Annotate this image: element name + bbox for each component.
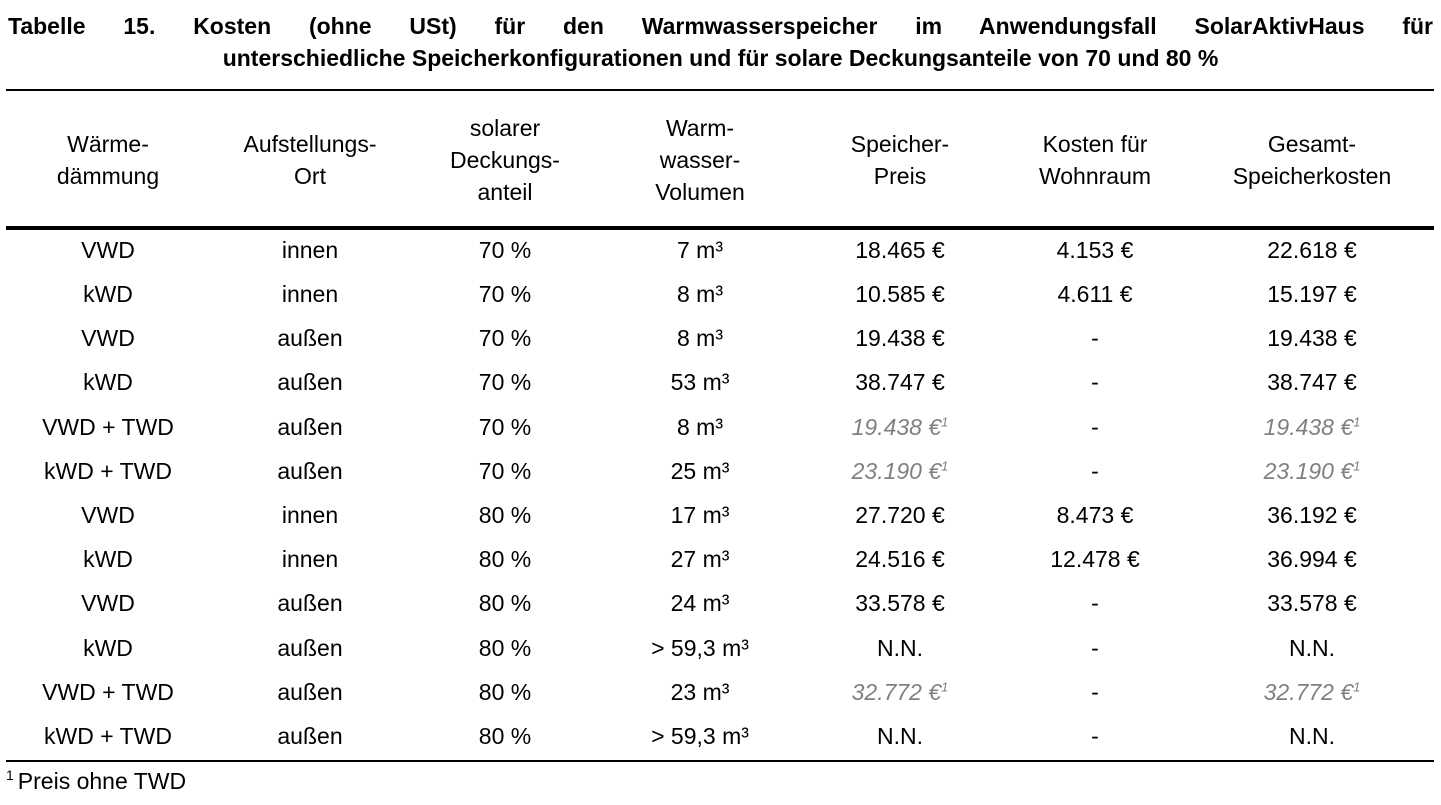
- cell-value: außen: [277, 369, 343, 396]
- cell-aufstellungsort: [210, 493, 410, 537]
- cell-value: N.N.: [877, 722, 923, 749]
- cell-speicherpreis: [800, 316, 1000, 360]
- cell-waermedaemmung: [6, 493, 210, 537]
- cell-speicherpreis: [800, 405, 1000, 449]
- cell-value: 23.190 €: [1263, 457, 1354, 484]
- cell-value: VWD: [81, 590, 135, 617]
- table-row: [6, 449, 1434, 493]
- column-header-gesamtkosten: Gesamt- Speicherkosten: [1232, 131, 1392, 189]
- cell-value: 80 %: [478, 678, 532, 705]
- cell-value: kWD + TWD: [44, 722, 172, 749]
- cell-wohnraumkosten: [1000, 537, 1190, 581]
- cell-value: 53 m³: [670, 369, 730, 396]
- cell-value: VWD: [81, 237, 135, 263]
- cell-value: -: [1091, 457, 1099, 484]
- table-caption: [8, 10, 1433, 74]
- cell-deckungsanteil: [410, 360, 600, 404]
- cell-aufstellungsort: [210, 670, 410, 714]
- cell-value: außen: [277, 634, 343, 661]
- cell-value: 19.438 €: [855, 325, 945, 352]
- cell-aufstellungsort: [210, 272, 410, 316]
- cell-aufstellungsort: [210, 222, 410, 272]
- cell-value: 80 %: [478, 590, 532, 617]
- cell-value: 80 %: [478, 722, 532, 749]
- table-row: [6, 405, 1434, 449]
- cell-value: 15.197 €: [1267, 281, 1357, 308]
- column-header-aufstellungsort: Aufstellungs- Ort: [243, 131, 377, 189]
- cell-value: 19.438 €: [1263, 413, 1354, 440]
- column-header-volumen: Warm- wasser- Volumen: [655, 115, 745, 205]
- cell-value: 32.772 €: [851, 678, 942, 705]
- cell-deckungsanteil: [410, 537, 600, 581]
- cell-value: 70 %: [478, 413, 532, 440]
- table-bottom-rule: [6, 760, 1434, 762]
- cell-speicherpreis: [800, 449, 1000, 493]
- cell-deckungsanteil: [410, 316, 600, 360]
- cell-value: N.N.: [1289, 634, 1335, 661]
- cell-value: 7 m³: [677, 237, 723, 263]
- cell-value: 10.585 €: [855, 281, 945, 308]
- cell-value: 70 %: [478, 281, 532, 308]
- cell-aufstellungsort: [210, 626, 410, 670]
- cell-value: innen: [281, 237, 339, 263]
- cell-aufstellungsort: [210, 537, 410, 581]
- cell-gesamtkosten: [1190, 670, 1434, 714]
- cell-value: kWD: [83, 369, 133, 396]
- cell-value: innen: [281, 281, 339, 308]
- cell-value: VWD + TWD: [42, 413, 174, 440]
- cell-value: 23 m³: [670, 678, 730, 705]
- cell-value: 12.478 €: [1050, 546, 1140, 573]
- cell-value: 80 %: [478, 502, 532, 529]
- cell-wohnraumkosten: [1000, 493, 1190, 537]
- cell-value: 33.578 €: [1267, 590, 1357, 617]
- cell-waermedaemmung: [6, 714, 210, 758]
- cell-deckungsanteil: [410, 581, 600, 625]
- cell-value: 17 m³: [670, 502, 730, 529]
- cell-deckungsanteil: [410, 222, 600, 272]
- cell-volumen: [600, 449, 800, 493]
- cell-value: 70 %: [478, 457, 532, 484]
- cell-aufstellungsort: [210, 316, 410, 360]
- cell-value: > 59,3 m³: [651, 634, 749, 661]
- cell-value: 36.192 €: [1267, 502, 1357, 529]
- cell-wohnraumkosten: [1000, 360, 1190, 404]
- cell-value: -: [1091, 678, 1099, 705]
- cell-value: N.N.: [1289, 722, 1335, 749]
- table-body: [6, 222, 1434, 758]
- cell-aufstellungsort: [210, 714, 410, 758]
- cell-value: -: [1091, 325, 1099, 352]
- footnote: [6, 766, 186, 796]
- caption-line-2: unterschiedliche Speicherkonfigurationen und für solare Deckungsanteile von 70 und 80 %: [222, 45, 1219, 71]
- cell-value: VWD + TWD: [42, 678, 174, 705]
- cell-wohnraumkosten: [1000, 272, 1190, 316]
- cell-value: 38.747 €: [855, 369, 945, 396]
- cell-value: 4.153 €: [1056, 237, 1134, 263]
- cell-value: 19.438 €: [1267, 325, 1357, 352]
- cell-value: 27.720 €: [855, 502, 945, 529]
- table-row: [6, 670, 1434, 714]
- footnote-ref: 1: [941, 414, 949, 429]
- cell-value: 4.611 €: [1057, 281, 1133, 308]
- cell-aufstellungsort: [210, 449, 410, 493]
- cell-gesamtkosten: [1190, 222, 1434, 272]
- cell-volumen: [600, 670, 800, 714]
- cell-aufstellungsort: [210, 360, 410, 404]
- cell-value: 24 m³: [670, 590, 730, 617]
- cell-value: 8 m³: [677, 325, 723, 352]
- cell-volumen: [600, 537, 800, 581]
- cell-value: außen: [277, 678, 343, 705]
- cell-wohnraumkosten: [1000, 222, 1190, 272]
- cell-value: 36.994 €: [1267, 546, 1357, 573]
- table-row: [6, 714, 1434, 758]
- cell-value: -: [1091, 590, 1099, 617]
- cell-value: 70 %: [478, 325, 532, 352]
- cell-speicherpreis: [800, 670, 1000, 714]
- cell-value: innen: [281, 502, 339, 529]
- cell-deckungsanteil: [410, 272, 600, 316]
- cell-speicherpreis: [800, 714, 1000, 758]
- cell-wohnraumkosten: [1000, 449, 1190, 493]
- cell-gesamtkosten: [1190, 405, 1434, 449]
- cell-wohnraumkosten: [1000, 714, 1190, 758]
- cell-deckungsanteil: [410, 405, 600, 449]
- cell-value: > 59,3 m³: [651, 722, 749, 749]
- cell-waermedaemmung: [6, 670, 210, 714]
- cell-value: 38.747 €: [1267, 369, 1357, 396]
- table-row: [6, 272, 1434, 316]
- cell-value: -: [1091, 634, 1099, 661]
- cell-speicherpreis: [800, 493, 1000, 537]
- cell-deckungsanteil: [410, 449, 600, 493]
- table-row: [6, 493, 1434, 537]
- cell-value: 8 m³: [677, 281, 723, 308]
- footnote-ref: 1: [941, 679, 949, 695]
- cell-value: 23.190 €: [851, 457, 942, 484]
- cell-waermedaemmung: [6, 222, 210, 272]
- cell-wohnraumkosten: [1000, 405, 1190, 449]
- cell-value: 22.618 €: [1267, 237, 1357, 263]
- cell-gesamtkosten: [1190, 449, 1434, 493]
- cell-value: 70 %: [478, 237, 532, 263]
- cell-gesamtkosten: [1190, 316, 1434, 360]
- footnote-ref: 1: [1353, 458, 1361, 474]
- column-header-wohnraumkosten: Kosten für Wohnraum: [1038, 131, 1152, 189]
- cell-speicherpreis: [800, 626, 1000, 670]
- table-top-rule: [6, 89, 1434, 91]
- cell-volumen: [600, 714, 800, 758]
- cell-value: 32.772 €: [1263, 678, 1354, 705]
- cell-deckungsanteil: [410, 493, 600, 537]
- cell-value: kWD: [83, 634, 133, 661]
- cell-value: 24.516 €: [855, 546, 945, 573]
- cell-gesamtkosten: [1190, 360, 1434, 404]
- cell-value: außen: [277, 413, 343, 440]
- cell-value: 25 m³: [670, 457, 730, 484]
- table-row: [6, 316, 1434, 360]
- table-row: [6, 222, 1434, 272]
- cell-volumen: [600, 360, 800, 404]
- cell-value: außen: [277, 457, 343, 484]
- cell-value: 80 %: [478, 634, 532, 661]
- cell-volumen: [600, 405, 800, 449]
- caption-line-1: Tabelle 15. Kosten (ohne USt) für den Warmwasserspeicher im Anwendungsfall SolarAktivHaus für: [8, 13, 1433, 39]
- cell-gesamtkosten: [1190, 537, 1434, 581]
- cell-speicherpreis: [800, 360, 1000, 404]
- footnote-ref: 1: [1353, 679, 1361, 695]
- cell-value: 18.465 €: [855, 237, 945, 263]
- cell-value: außen: [277, 325, 343, 352]
- cell-value: außen: [277, 722, 343, 749]
- cell-aufstellungsort: [210, 405, 410, 449]
- cell-speicherpreis: [800, 537, 1000, 581]
- cell-waermedaemmung: [6, 316, 210, 360]
- cell-deckungsanteil: [410, 670, 600, 714]
- cell-value: 8.473 €: [1056, 502, 1134, 529]
- table-row: [6, 537, 1434, 581]
- footnote-ref: 1: [941, 458, 949, 474]
- cell-gesamtkosten: [1190, 626, 1434, 670]
- cell-value: 27 m³: [670, 546, 730, 573]
- cell-value: 70 %: [478, 369, 532, 396]
- cell-waermedaemmung: [6, 537, 210, 581]
- column-header-speicherpreis: Speicher- Preis: [850, 131, 950, 189]
- cell-speicherpreis: [800, 222, 1000, 272]
- column-header-waermedaemmung: Wärme- dämmung: [56, 131, 160, 189]
- cell-value: außen: [277, 590, 343, 617]
- cell-waermedaemmung: [6, 581, 210, 625]
- cell-value: innen: [281, 546, 339, 573]
- cell-volumen: [600, 493, 800, 537]
- cell-volumen: [600, 222, 800, 272]
- cell-deckungsanteil: [410, 714, 600, 758]
- footnote-ref: 1: [1353, 414, 1361, 429]
- cell-volumen: [600, 581, 800, 625]
- cell-value: 80 %: [478, 546, 532, 573]
- cell-gesamtkosten: [1190, 714, 1434, 758]
- cell-wohnraumkosten: [1000, 670, 1190, 714]
- cell-value: 8 m³: [677, 413, 723, 440]
- cell-gesamtkosten: [1190, 272, 1434, 316]
- table-header-row: [6, 98, 1434, 222]
- cell-waermedaemmung: [6, 272, 210, 316]
- cell-value: kWD: [83, 546, 133, 573]
- cell-speicherpreis: [800, 272, 1000, 316]
- cell-value: -: [1091, 413, 1099, 440]
- cell-value: 19.438 €: [851, 413, 942, 440]
- table-row: [6, 581, 1434, 625]
- cell-gesamtkosten: [1190, 581, 1434, 625]
- cell-wohnraumkosten: [1000, 316, 1190, 360]
- cell-value: VWD: [81, 502, 135, 529]
- cell-value: 33.578 €: [855, 590, 945, 617]
- cell-speicherpreis: [800, 581, 1000, 625]
- cell-value: N.N.: [877, 634, 923, 661]
- footnote-marker: 1: [6, 767, 14, 784]
- cell-volumen: [600, 316, 800, 360]
- cell-wohnraumkosten: [1000, 581, 1190, 625]
- cell-gesamtkosten: [1190, 493, 1434, 537]
- cost-table: [6, 98, 1434, 758]
- cell-volumen: [600, 626, 800, 670]
- cell-waermedaemmung: [6, 405, 210, 449]
- cell-waermedaemmung: [6, 360, 210, 404]
- cell-waermedaemmung: [6, 626, 210, 670]
- footnote-text: Preis ohne TWD: [17, 768, 187, 794]
- cell-value: -: [1091, 369, 1099, 396]
- cell-value: -: [1091, 722, 1099, 749]
- cell-wohnraumkosten: [1000, 626, 1190, 670]
- cell-value: VWD: [81, 325, 135, 352]
- cell-value: kWD + TWD: [44, 457, 172, 484]
- column-header-deckungsanteil: solarer Deckungs- anteil: [450, 115, 560, 205]
- cell-waermedaemmung: [6, 449, 210, 493]
- table-row: [6, 626, 1434, 670]
- cell-value: kWD: [83, 281, 133, 308]
- cell-aufstellungsort: [210, 581, 410, 625]
- cell-deckungsanteil: [410, 626, 600, 670]
- cell-volumen: [600, 272, 800, 316]
- table-row: [6, 360, 1434, 404]
